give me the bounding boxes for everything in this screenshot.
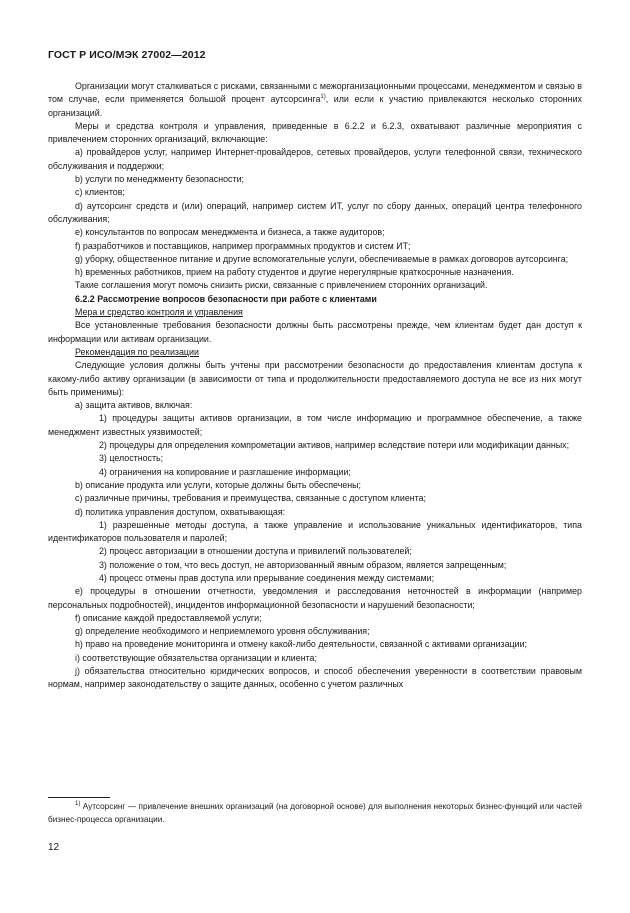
paragraph: [48, 279, 582, 292]
paragraph-text: Организации могут сталкиваться с рисками, связанными с межорганизационными процессами, менеджментом и связью в том случае, если применяется большой процент аутсорсинга: [48, 81, 582, 105]
paragraph: [48, 492, 582, 505]
paragraph: [48, 572, 582, 585]
paragraph-text: j) обязательства относительно юридических вопросов, и способ обеспечения уверенности в соответствии правовым нормам, например законодательству о защите данных, особенно с учетом различных: [48, 666, 582, 690]
paragraph-text: e) консультантов по вопросам менеджмента и бизнеса, а также аудиторов;: [75, 227, 385, 238]
paragraph: [48, 173, 582, 186]
paragraph: [48, 519, 582, 546]
paragraph: [48, 319, 582, 346]
paragraph-text: 2) процедуры для определения компрометации активов, например вследствие потери или модификации данных;: [99, 440, 570, 451]
paragraph: [48, 625, 582, 638]
page-number: 12: [48, 842, 60, 853]
paragraph-text: g) уборку, общественное питание и другие вспомогательные услуги, обеспечиваемые в рамках договоров аутсорсинга;: [75, 253, 569, 264]
subsection-label: [48, 306, 582, 319]
paragraph-text: i) соответствующие обязательства организации и клиента;: [75, 652, 317, 663]
paragraph: [48, 545, 582, 558]
paragraph-text: 6.2.2 Рассмотрение вопросов безопасности при работе с клиентами: [75, 293, 377, 304]
paragraph-text: 4) ограничения на копирование и разглашение информации;: [99, 466, 351, 477]
paragraph: [48, 359, 582, 399]
paragraph-text: Все установленные требования безопасности должны быть рассмотрены прежде, чем клиентам будет дан доступ к информации или активам организации.: [48, 320, 582, 344]
underlined-label: Мера и средство контроля и управления: [75, 307, 243, 318]
paragraph: [48, 506, 582, 519]
paragraph: [48, 638, 582, 651]
paragraph: [48, 253, 582, 266]
paragraph-text: c) различные причины, требования и преимущества, связанные с доступом клиента;: [75, 493, 427, 504]
paragraph-text: e) процедуры в отношении отчетности, уведомления и расследования неточностей в информации (например персональных подробностей), инцидентов информационной безопасности и нарушений безопасности;: [48, 586, 582, 610]
paragraph-text: 4) процесс отмены прав доступа или прерывание соединения между системами;: [99, 572, 435, 583]
paragraph-text: Такие соглашения могут помочь снизить риски, связанные с привлечением сторонних организаций.: [75, 280, 488, 291]
paragraph: [48, 412, 582, 439]
paragraph: [48, 226, 582, 239]
paragraph: [48, 585, 582, 612]
paragraph: [48, 479, 582, 492]
subsection-label: [48, 346, 582, 359]
document-body: [48, 80, 582, 692]
footnote-mark: 1): [75, 801, 81, 807]
paragraph-text: Следующие условия должны быть учтены при рассмотрении безопасности до предоставления клиентам доступа к какому-либо активу организации (в зависимости от типа и продолжительности предоставляемого доступа не все из них могут быть применимы):: [48, 360, 582, 397]
footnote-reference: 1): [320, 94, 326, 101]
paragraph-text-continued: , или если к участию привлекаются несколько сторонних организаций.: [48, 94, 582, 118]
paragraph: [48, 399, 582, 412]
paragraph-text: g) определение необходимого и неприемлемого уровня обслуживания;: [75, 626, 370, 637]
footnote-text: Аутсорсинг — привлечение внешних организаций (на договорной основе) для выполнения некоторых бизнес-функций или частей бизнес-процесса организации.: [48, 802, 582, 824]
paragraph-text: 1) разрешенные методы доступа, а также управление и использование уникальных идентификаторов, типа идентификаторов пользователя и паролей;: [48, 519, 582, 544]
paragraph-text: h) временных работников, прием на работу студентов и другие нерегулярные краткосрочные назначения.: [75, 267, 514, 278]
paragraph-text: d) аутсорсинг средств и (или) операций, например систем ИТ, услуг по сбору данных, операций центра телефонного обслуживания;: [48, 200, 582, 224]
paragraph: [48, 146, 582, 173]
paragraph-text: h) право на проведение мониторинга и отмену какой-либо деятельности, связанной с активами организации;: [75, 639, 528, 650]
paragraph-text: d) политика управления доступом, охватывающая:: [75, 506, 286, 517]
paragraph-text: f) описание каждой предоставляемой услуги;: [75, 612, 262, 623]
paragraph: [48, 466, 582, 479]
paragraph: [48, 652, 582, 665]
paragraph-text: b) услуги по менеджменту безопасности;: [75, 174, 244, 185]
section-heading: [48, 293, 582, 306]
paragraph-text: f) разработчиков и поставщиков, например программных продуктов и систем ИТ;: [75, 240, 411, 251]
paragraph-text: c) клиентов;: [75, 187, 125, 198]
paragraph: [48, 120, 582, 147]
paragraph-text: 1) процедуры защиты активов организации, в том числе информацию и программное обеспечение, а также менеджмент известных уязвимостей;: [48, 413, 582, 437]
paragraph-text: 2) процесс авторизации в отношении доступа и привилегий пользователей;: [99, 546, 412, 557]
paragraph: [48, 200, 582, 227]
paragraph: [48, 80, 582, 120]
paragraph: [48, 186, 582, 199]
paragraph-text: а) провайдеров услуг, например Интернет-провайдеров, сетевых провайдеров, услуги телефонной связи, технического обслуживания и поддержки;: [48, 147, 582, 171]
underlined-label: Рекомендация по реализации: [75, 346, 199, 357]
paragraph: [48, 266, 582, 279]
paragraph-text: Меры и средства контроля и управления, приведенные в 6.2.2 и 6.2.3, охватывают различные мероприятия с привлечением сторонних организаций, включающие:: [48, 120, 582, 145]
footnote-divider: [48, 797, 110, 798]
paragraph: [48, 665, 582, 692]
paragraph: [48, 612, 582, 625]
paragraph-text: b) описание продукта или услуги, которые должны быть обеспечены;: [75, 479, 361, 490]
paragraph-text: 3) целостность;: [99, 453, 164, 464]
document-header: ГОСТ Р ИСО/МЭК 27002—2012: [48, 49, 206, 61]
paragraph-text: а) защита активов, включая:: [75, 400, 193, 411]
paragraph: [48, 452, 582, 465]
paragraph: [48, 439, 582, 452]
footnote: [48, 801, 582, 826]
paragraph: [48, 559, 582, 572]
paragraph: [48, 240, 582, 253]
paragraph-text: 3) положение о том, что весь доступ, не авторизованный явным образом, является запрещенным;: [99, 559, 507, 570]
